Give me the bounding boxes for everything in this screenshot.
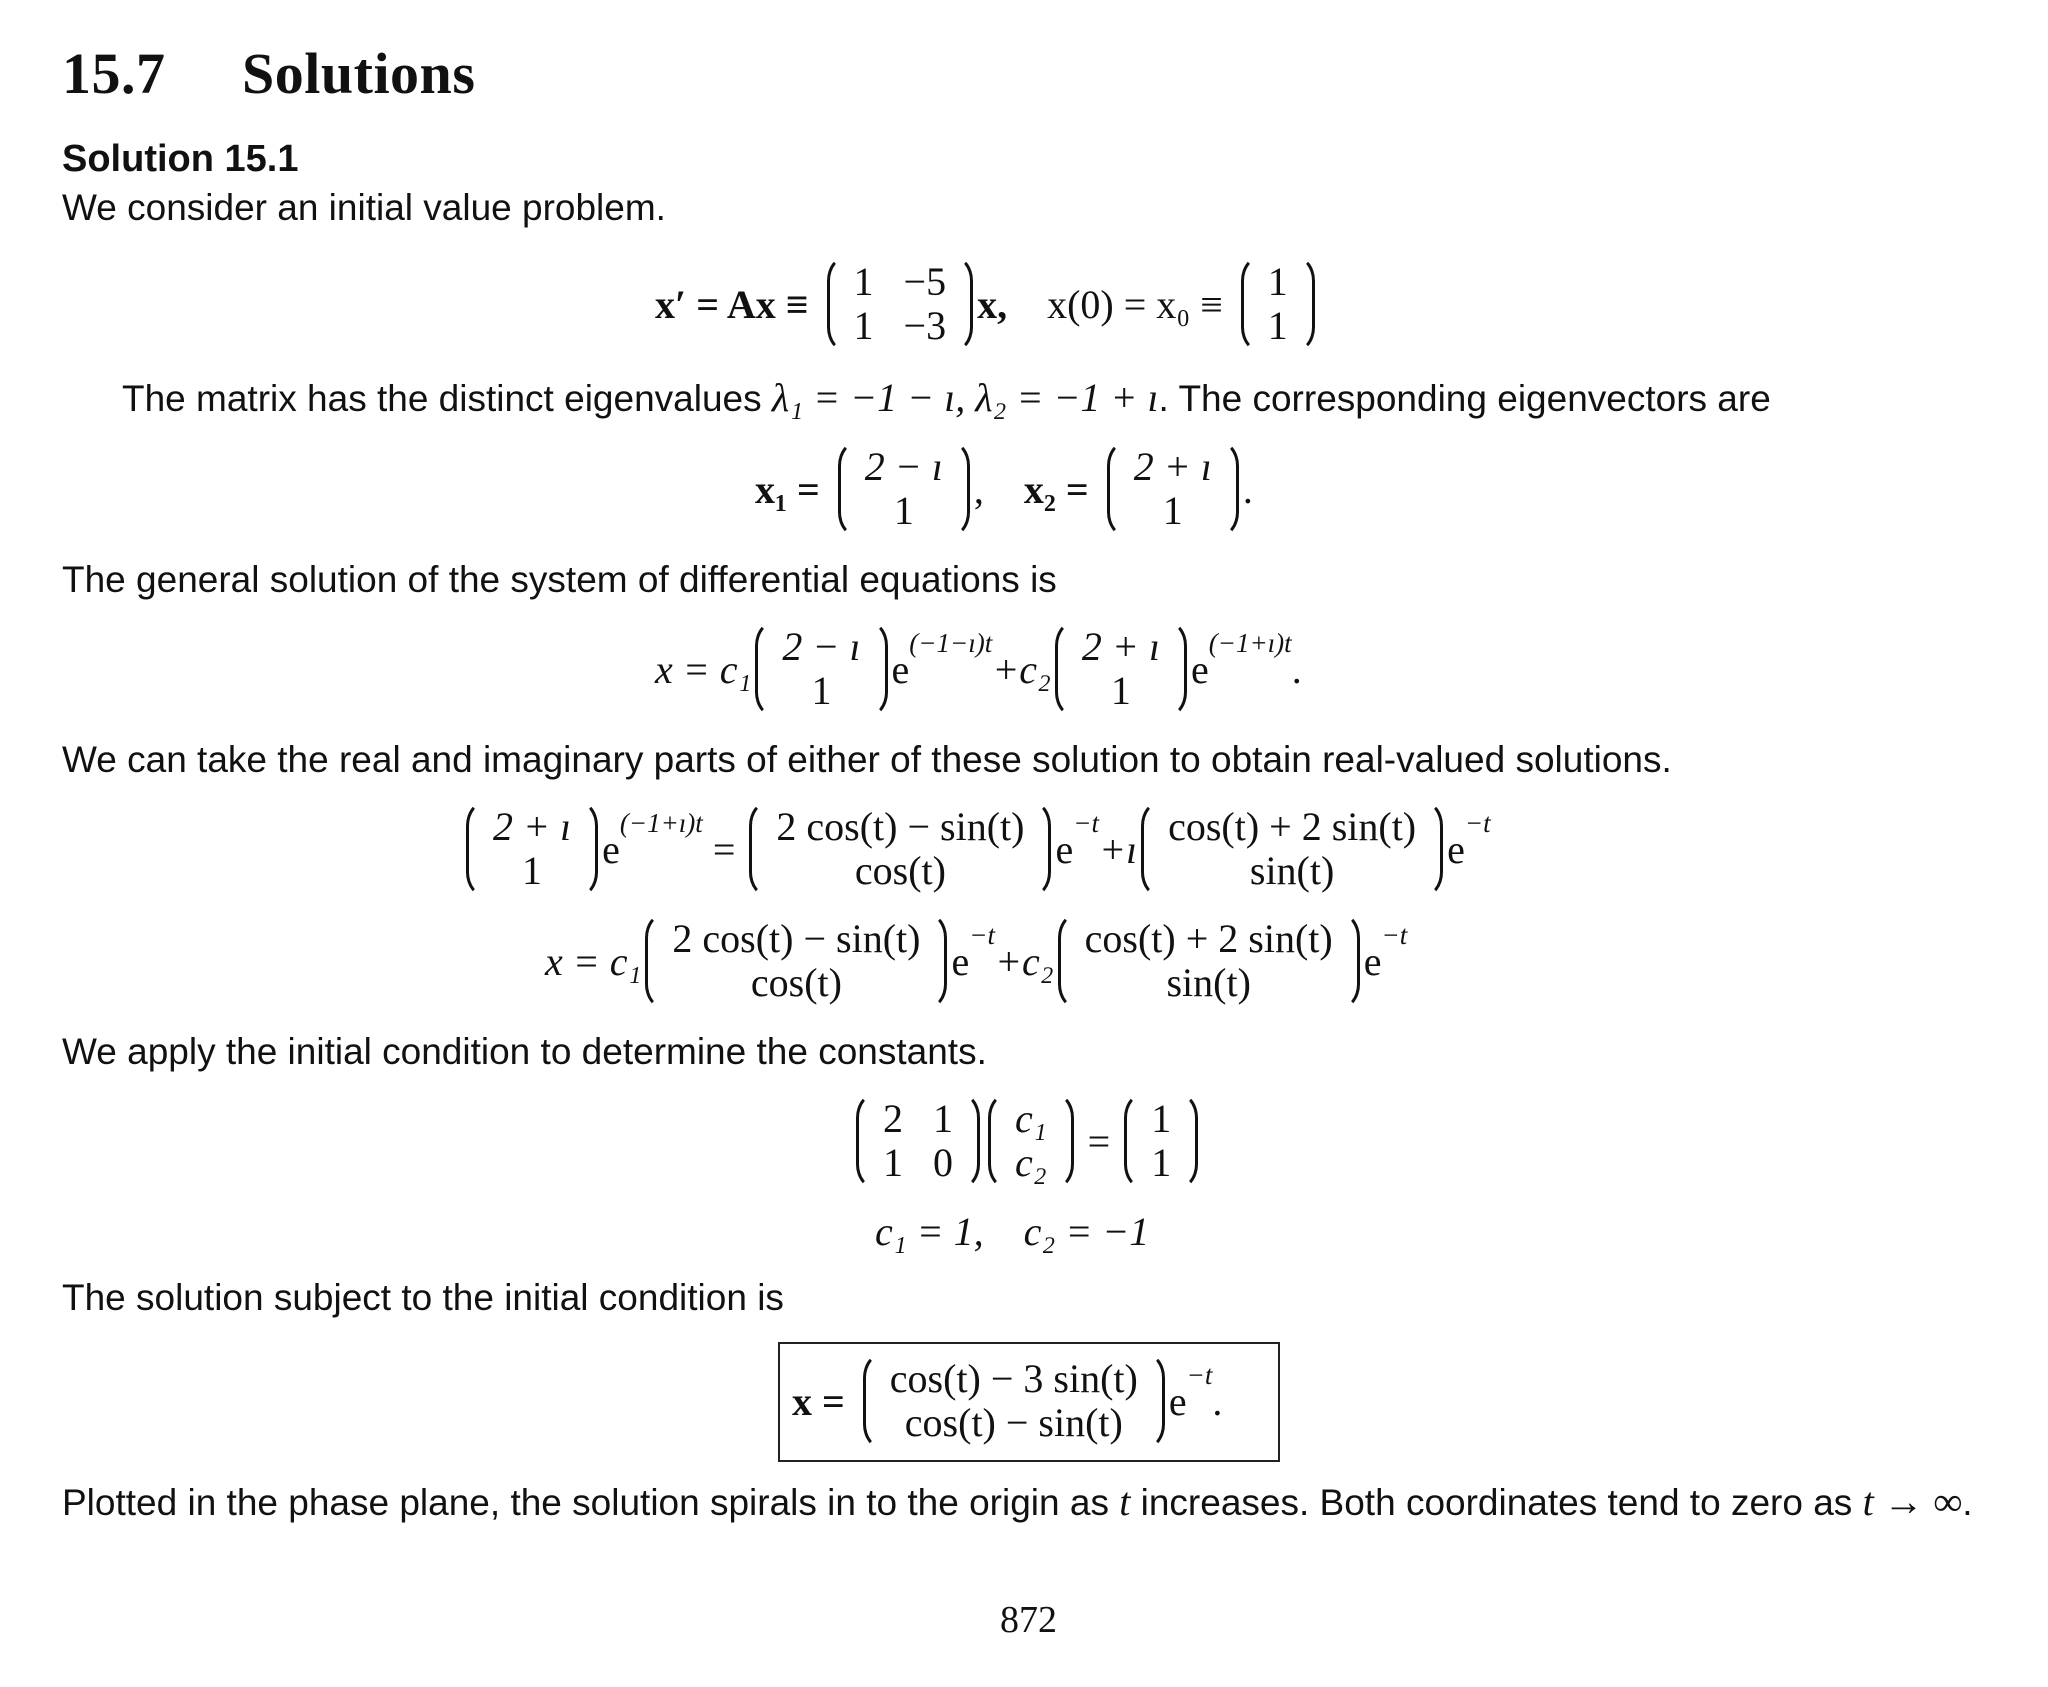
section-number: 15.7 <box>62 41 166 106</box>
eigenvector-1: 2 − ı 1 <box>838 440 970 538</box>
equation-real-solution: x = c₁ 2 cos(t) − sin(t) cos(t) e −t +c₂ cos(t) + 2 sin(t) sin(t) e −t <box>545 912 1407 1010</box>
solution-heading: Solution 15.1 <box>62 138 299 180</box>
equation-eigenvectors: x₁ = 2 − ı 1 , x₂ = 2 + ı 1 . <box>755 440 1253 538</box>
eq8-vector: cos(t) − 3 sin(t) cos(t) − sin(t) <box>863 1352 1165 1450</box>
equation-general-solution: x = c₁ 2 − ı 1 e (−1−ı)t +c₂ 2 + ı 1 e (−1+ı)t . <box>655 620 1302 718</box>
paragraph-solution-subject: The solution subject to the initial condition is <box>62 1277 784 1318</box>
equation-real-imag-split: 2 + ı 1 e (−1+ı)t = 2 cos(t) − sin(t) cos(t) e −t +ı cos(t) + 2 sin(t) sin(t) e −t <box>462 800 1491 898</box>
eq4-imag-part: cos(t) + 2 sin(t) sin(t) <box>1141 800 1443 898</box>
eq1-vector-x0: 1 1 <box>1241 255 1315 353</box>
paragraph-initial-condition: We apply the initial condition to determine the constants. <box>62 1031 987 1072</box>
paragraph-phase-plane: Plotted in the phase plane, the solution spirals in to the origin as t increases. Both coordinates tend to zero as t → ∞. <box>62 1479 1973 1524</box>
paragraph-general-solution: The general solution of the system of differential equations is <box>62 559 1057 600</box>
eq1-initial-condition: x(0) = x₀ ≡ <box>1047 281 1223 327</box>
eq3-vector-2: 2 + ı 1 <box>1055 620 1187 718</box>
eq3-vector-1: 2 − ı 1 <box>755 620 887 718</box>
equation-final-solution: x = cos(t) − 3 sin(t) cos(t) − sin(t) e −t . <box>792 1352 1222 1450</box>
paragraph-intro: We consider an initial value problem. <box>62 187 666 228</box>
eigenvector-2: 2 + ı 1 <box>1107 440 1239 538</box>
equation-constants-values: c₁ = 1, c₂ = −1 <box>875 1209 1150 1254</box>
eq1-matrix-a: 1 −5 1 −3 <box>827 255 974 353</box>
eq5-vector-1: 2 cos(t) − sin(t) cos(t) <box>645 912 947 1010</box>
page-number: 872 <box>1000 1599 1057 1641</box>
eq1-lhs: x′ = Ax ≡ <box>655 281 809 327</box>
equation-constants-system: 2 1 1 0 c₁ c₂ = 1 1 <box>852 1092 1202 1190</box>
eq5-vector-2: cos(t) + 2 sin(t) sin(t) <box>1058 912 1360 1010</box>
section-heading <box>62 40 475 107</box>
eq6-rhs-vector: 1 1 <box>1124 1092 1198 1190</box>
section-title: Solutions <box>242 41 476 106</box>
equation-ivp <box>655 255 1319 353</box>
paragraph-eigenvalues: The matrix has the distinct eigenvalues λ₁ = −1 − ı, λ₂ = −1 + ı. The corresponding eigenvectors are <box>122 375 1771 420</box>
eq6-constants-vector: c₁ c₂ <box>988 1092 1074 1190</box>
eq4-vector: 2 + ı 1 <box>466 800 598 898</box>
eq6-matrix: 2 1 1 0 <box>856 1092 980 1190</box>
paragraph-real-imaginary: We can take the real and imaginary parts of either of these solution to obtain real-valued solutions. <box>62 739 1672 780</box>
eq4-real-part: 2 cos(t) − sin(t) cos(t) <box>749 800 1051 898</box>
eq1-x: x, <box>977 281 1008 327</box>
